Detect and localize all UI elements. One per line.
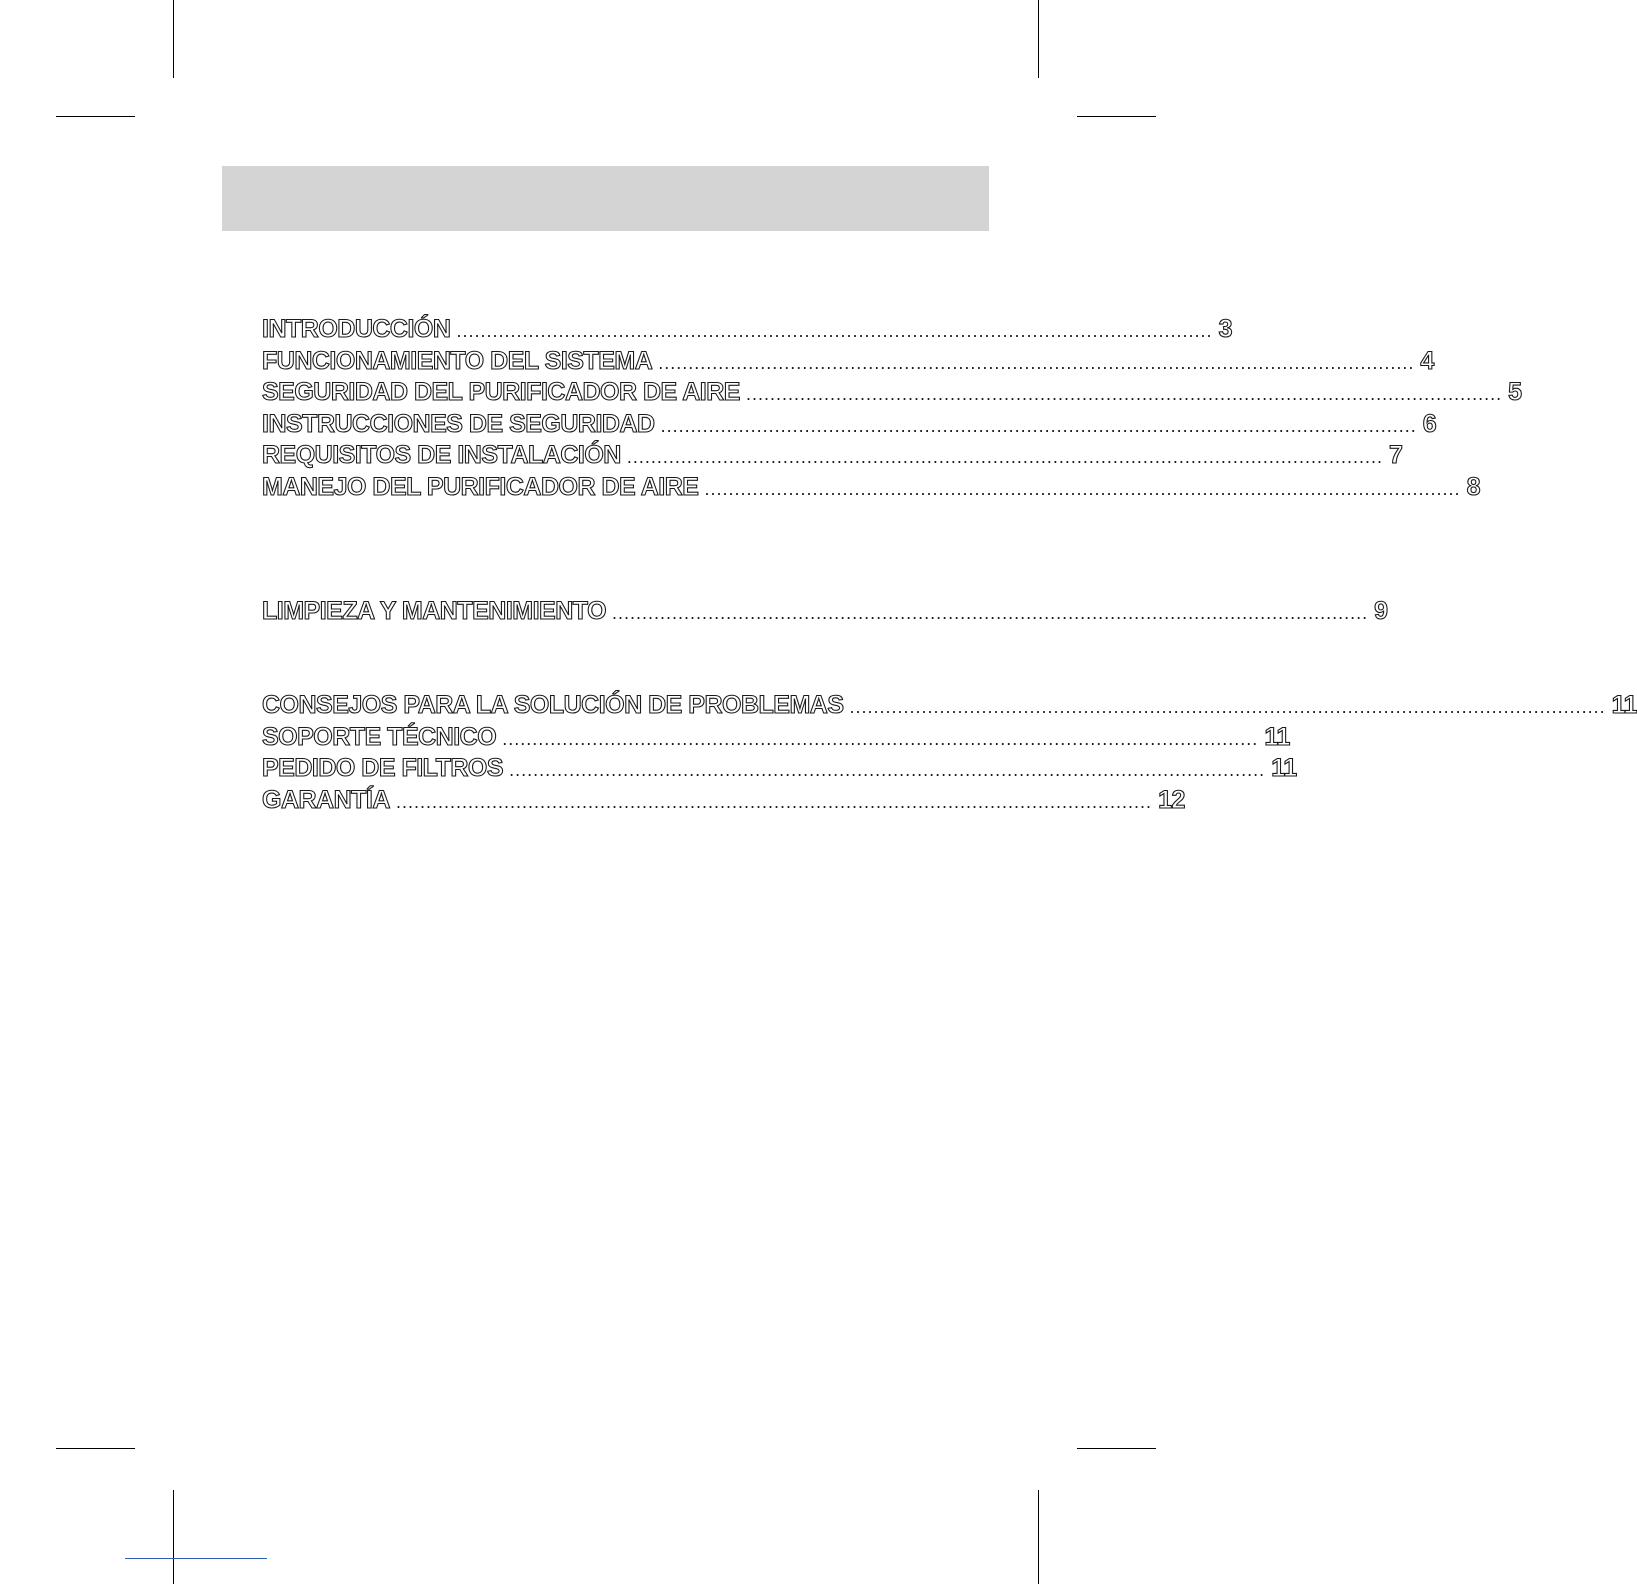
toc-leader-dots: ..............................................................................................................................	[626, 447, 1383, 467]
toc-entry-page: 5	[1508, 378, 1522, 406]
toc-leader-dots: ..............................................................................................................................	[704, 478, 1461, 499]
toc-entry[interactable]	[262, 785, 1185, 818]
toc-entry-page: 12	[1158, 785, 1185, 814]
footer-rule	[125, 1558, 267, 1559]
toc-entry[interactable]	[262, 597, 1388, 629]
toc-leader-dots: ..............................................................................................................................	[849, 697, 1606, 717]
toc-leader-dots: ..............................................................................................................................	[502, 728, 1259, 749]
toc-entry-label: PEDIDO DE FILTROS	[262, 754, 504, 782]
crop-mark-bottom-right-horizontal	[1077, 1448, 1156, 1449]
crop-mark-bottom-left-vertical	[173, 1490, 174, 1584]
toc-group-2	[262, 597, 1388, 629]
toc-entry-page: 3	[1218, 315, 1232, 343]
toc-entry[interactable]	[262, 378, 1522, 410]
toc-entry-label: SEGURIDAD DEL PURIFICADOR DE AIRE	[262, 378, 740, 406]
toc-entry[interactable]	[262, 315, 1232, 347]
toc-entry[interactable]	[262, 441, 1403, 473]
toc-entry-label: LIMPIEZA Y MANTENIMIENTO	[262, 597, 607, 625]
header-band	[222, 166, 989, 231]
toc-entry-page: 7	[1388, 441, 1403, 469]
toc-leader-dots: ..............................................................................................................................	[612, 603, 1369, 623]
toc-entry[interactable]	[262, 691, 1637, 723]
toc-leader-dots: ..............................................................................................................................	[456, 321, 1213, 341]
toc-entry-label: CONSEJOS PARA LA SOLUCIÓN DE PROBLEMAS	[262, 691, 844, 719]
crop-mark-bottom-right-vertical	[1038, 1490, 1039, 1584]
toc-leader-dots: ..............................................................................................................................	[658, 352, 1415, 373]
toc-entry[interactable]	[262, 409, 1437, 442]
toc-entry-page: 11	[1271, 754, 1297, 782]
toc-entry-label: REQUISITOS DE INSTALACIÓN	[262, 441, 621, 469]
toc-entry-page: 9	[1374, 597, 1388, 625]
toc-leader-dots: ..............................................................................................................................	[509, 760, 1266, 780]
toc-entry-page: 4	[1420, 346, 1434, 375]
crop-mark-top-right-vertical	[1038, 0, 1039, 78]
toc-group-1	[262, 315, 1522, 504]
crop-mark-top-left-horizontal	[56, 116, 135, 117]
toc-entry-label: SOPORTE TÉCNICO	[262, 722, 497, 751]
toc-entry[interactable]	[262, 754, 1297, 786]
crop-mark-top-right-horizontal	[1077, 116, 1156, 117]
toc-entry-page: 8	[1466, 472, 1480, 501]
toc-group-3	[262, 691, 1637, 817]
toc-leader-dots: ..............................................................................................................................	[745, 384, 1503, 404]
toc-leader-dots: ..............................................................................................................................	[395, 791, 1153, 812]
toc-entry-label: INTRODUCCIÓN	[262, 315, 451, 343]
crop-mark-bottom-left-horizontal	[56, 1448, 135, 1449]
toc-entry[interactable]	[262, 472, 1480, 505]
toc-entry-page: 11	[1264, 722, 1290, 751]
toc-entry-label: MANEJO DEL PURIFICADOR DE AIRE	[262, 472, 699, 501]
toc-entry-label: INSTRUCCIONES DE SEGURIDAD	[262, 409, 655, 438]
toc-leader-dots: ..............................................................................................................................	[660, 415, 1417, 436]
toc-entry-label: GARANTÍA	[262, 785, 390, 814]
toc-entry-page: 6	[1422, 409, 1437, 438]
toc-entry-page: 11	[1611, 691, 1637, 719]
crop-mark-top-left-vertical	[173, 0, 174, 78]
toc-entry[interactable]	[262, 346, 1434, 379]
toc-entry[interactable]	[262, 722, 1290, 755]
toc-entry-label: FUNCIONAMIENTO DEL SISTEMA	[262, 346, 653, 375]
